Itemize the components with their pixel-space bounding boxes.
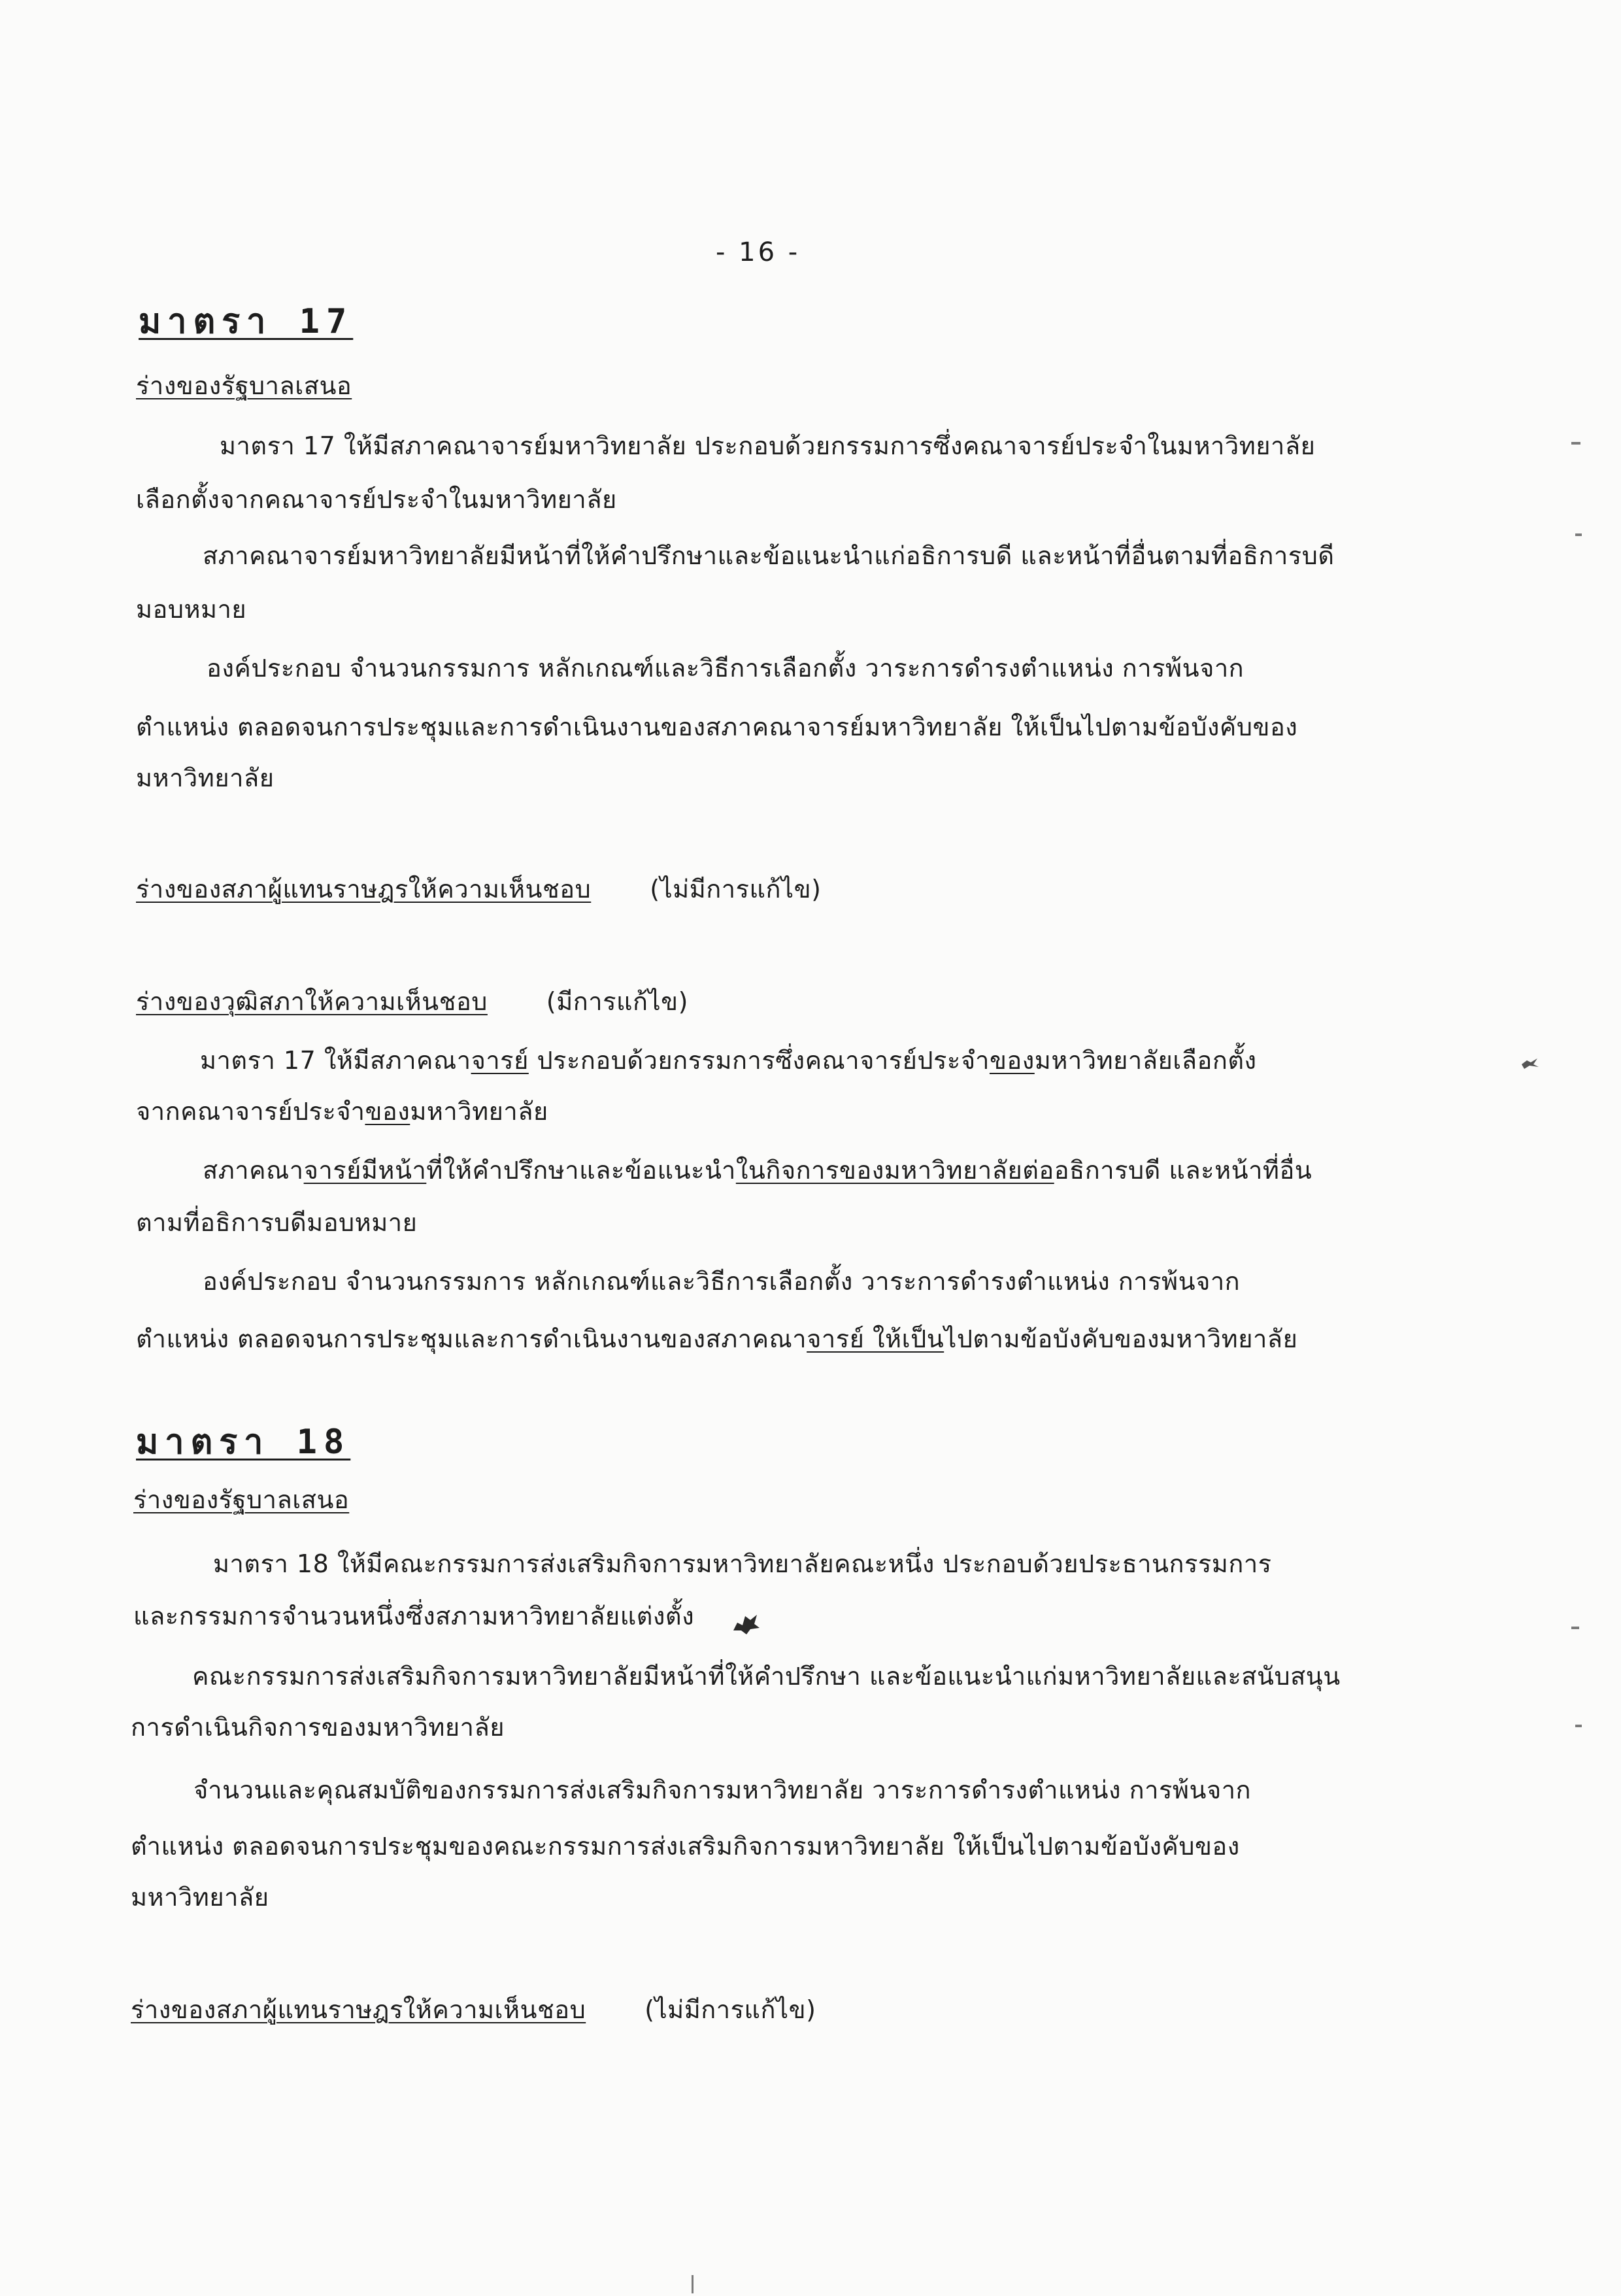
text-run: ที่ให้คำปรึกษาและข้อแนะนำ bbox=[426, 1156, 736, 1185]
senate-approval-heading: ร่างของวุฒิสภาให้ความเห็นชอบ bbox=[136, 987, 488, 1016]
paragraph-line: ตามที่อธิการบดีมอบหมาย bbox=[136, 1208, 418, 1237]
section-17-title: มาตรา 17 bbox=[139, 302, 354, 341]
paragraph-line: สภาคณาจารย์มหาวิทยาลัยมีหน้าที่ให้คำปรึกษาและข้อแนะนำแก่อธิการบดี และหน้าที่อื่นตามที่อธิการบดี bbox=[203, 541, 1335, 570]
ink-blot-icon bbox=[731, 1611, 761, 1637]
paragraph-line: คณะกรรมการส่งเสริมกิจการมหาวิทยาลัยมีหน้าที่ให้คำปรึกษา และข้อแนะนำแก่มหาวิทยาลัยและสนับสนุน bbox=[192, 1662, 1341, 1691]
scan-speck bbox=[1575, 1725, 1582, 1727]
text-run: มาตรา 17 ให้มีสภาคณา bbox=[200, 1046, 471, 1075]
scan-speck bbox=[1571, 1627, 1579, 1629]
paragraph-line: มาตรา 17 ให้มีสภาคณาจารย์มหาวิทยาลัย ประกอบด้วยกรรมการซึ่งคณาจารย์ประจำในมหาวิทยาลัย bbox=[220, 431, 1316, 460]
house-approval-row bbox=[136, 873, 821, 905]
paragraph-line: ตำแหน่ง ตลอดจนการประชุมของคณะกรรมการส่งเสริมกิจการมหาวิทยาลัย ให้เป็นไปตามข้อบังคับของ bbox=[131, 1832, 1240, 1861]
amendment-note: (ไม่มีการแก้ไข) bbox=[644, 1995, 816, 2024]
house-approval-heading: ร่างของสภาผู้แทนราษฎรให้ความเห็นชอบ bbox=[131, 1995, 586, 2024]
amended-text: จารย์ bbox=[471, 1046, 529, 1075]
text-run: ไปตามข้อบังคับของมหาวิทยาลัย bbox=[944, 1325, 1298, 1353]
text-run: มหาวิทยาลัย bbox=[410, 1097, 548, 1126]
amended-text: จารย์ ให้เป็น bbox=[807, 1325, 944, 1353]
ink-blot-icon bbox=[1520, 1056, 1540, 1071]
text-run: มหาวิทยาลัยเลือกตั้ง bbox=[1034, 1046, 1257, 1075]
paragraph-line: ตำแหน่ง ตลอดจนการประชุมและการดำเนินงานของสภาคณาจารย์มหาวิทยาลัย ให้เป็นไปตามข้อบังคับของ bbox=[136, 713, 1298, 741]
paragraph-line bbox=[200, 1045, 1257, 1076]
paragraph-line: มหาวิทยาลัย bbox=[131, 1883, 269, 1912]
text-run: ตำแหน่ง ตลอดจนการประชุมและการดำเนินงานของสภาคณา bbox=[136, 1325, 807, 1353]
paragraph-line: มหาวิทยาลัย bbox=[136, 764, 275, 792]
house-approval-row bbox=[131, 1994, 816, 2025]
amended-text: ของ bbox=[989, 1046, 1035, 1075]
paragraph-line bbox=[136, 1323, 1297, 1355]
amendment-note: (มีการแก้ไข) bbox=[546, 987, 688, 1016]
paragraph-line: จำนวนและคุณสมบัติของกรรมการส่งเสริมกิจการมหาวิทยาลัย วาระการดำรงตำแหน่ง การพ้นจาก bbox=[193, 1776, 1252, 1804]
scan-speck bbox=[1575, 533, 1582, 536]
paragraph-line: องค์ประกอบ จำนวนกรรมการ หลักเกณฑ์และวิธีการเลือกตั้ง วาระการดำรงตำแหน่ง การพ้นจาก bbox=[207, 654, 1245, 683]
amended-text: จารย์มีหน้า bbox=[303, 1156, 427, 1185]
text-run: จากคณาจารย์ประจำ bbox=[136, 1097, 365, 1126]
paragraph-line: มอบหมาย bbox=[136, 595, 247, 624]
government-draft-heading: ร่างของรัฐบาลเสนอ bbox=[136, 371, 352, 400]
house-approval-heading: ร่างของสภาผู้แทนราษฎรให้ความเห็นชอบ bbox=[136, 875, 592, 903]
paragraph-line: และกรรมการจำนวนหนึ่งซึ่งสภามหาวิทยาลัยแต่งตั้ง bbox=[133, 1602, 695, 1630]
section-18-title: มาตรา 18 bbox=[136, 1423, 351, 1462]
senate-approval-row bbox=[136, 986, 688, 1017]
paragraph-line bbox=[136, 1096, 548, 1127]
page-number: - 16 - bbox=[716, 237, 801, 267]
paragraph-line: มาตรา 18 ให้มีคณะกรรมการส่งเสริมกิจการมหาวิทยาลัยคณะหนึ่ง ประกอบด้วยประธานกรรมการ bbox=[213, 1549, 1272, 1578]
amended-text: ในกิจการของมหาวิทยาลัยต่อ bbox=[735, 1156, 1054, 1185]
paragraph-line: การดำเนินกิจการของมหาวิทยาลัย bbox=[131, 1713, 505, 1742]
government-draft-heading: ร่างของรัฐบาลเสนอ bbox=[133, 1485, 350, 1514]
paragraph-line bbox=[203, 1155, 1312, 1186]
scan-speck bbox=[1571, 442, 1580, 445]
amendment-note: (ไม่มีการแก้ไข) bbox=[650, 875, 822, 903]
text-run: ประกอบด้วยกรรมการซึ่งคณาจารย์ประจำ bbox=[528, 1046, 990, 1075]
text-run: สภาคณา bbox=[203, 1156, 304, 1185]
scan-speck bbox=[692, 2275, 694, 2293]
paragraph-line: องค์ประกอบ จำนวนกรรมการ หลักเกณฑ์และวิธีการเลือกตั้ง วาระการดำรงตำแหน่ง การพ้นจาก bbox=[203, 1267, 1241, 1296]
text-run: อธิการบดี และหน้าที่อื่น bbox=[1054, 1156, 1312, 1185]
amended-text: ของ bbox=[365, 1097, 410, 1126]
paragraph-line: เลือกตั้งจากคณาจารย์ประจำในมหาวิทยาลัย bbox=[136, 485, 617, 514]
